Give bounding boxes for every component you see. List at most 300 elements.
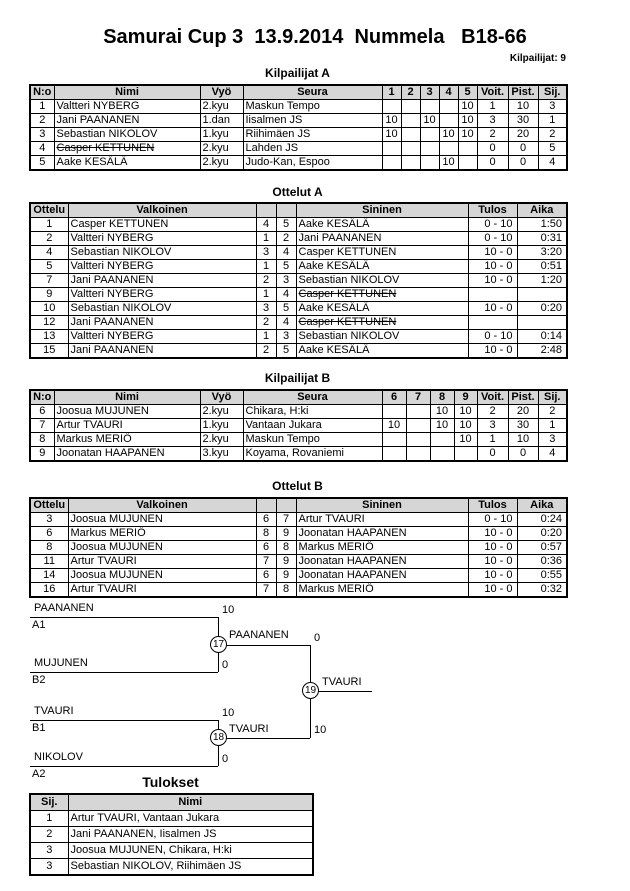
table-cell: 10 <box>30 302 68 316</box>
bracket-semi1-winner-name: PAANANEN <box>229 629 289 641</box>
table-cell: Sebastian NIKOLOV <box>68 302 256 316</box>
column-header: N:o <box>30 85 54 100</box>
table-cell: 9 <box>276 555 296 569</box>
table-cell: Riihimäen JS <box>243 128 382 142</box>
column-header: Sij. <box>538 85 567 100</box>
table-cell: 0 <box>477 142 508 156</box>
column-header: 1 <box>382 85 401 100</box>
table-cell: 2:48 <box>517 344 567 359</box>
table-cell: Valtteri NYBERG <box>68 330 256 344</box>
table-cell: 2 <box>477 128 508 142</box>
column-header <box>276 203 296 218</box>
table-cell: Joosua MUJUNEN <box>54 405 200 419</box>
bracket-seed-b1: B1 <box>32 722 46 734</box>
table-cell: 10 - 0 <box>468 555 517 569</box>
table-row <box>30 330 567 344</box>
table-cell: 14 <box>30 569 68 583</box>
table-cell: 3 <box>276 330 296 344</box>
table-cell: 10 <box>420 114 439 128</box>
table-cell: 4 <box>276 288 296 302</box>
table-cell: Iisalmen JS <box>243 114 382 128</box>
header-row <box>30 498 567 513</box>
table-cell <box>439 114 458 128</box>
table-cell: 1 <box>30 100 54 114</box>
table-cell: 20 <box>508 405 538 419</box>
table-cell: 9 <box>276 527 296 541</box>
table-cell <box>382 447 406 462</box>
table-cell: 2 <box>538 405 567 419</box>
table-cell: Jani PAANANEN <box>296 232 468 246</box>
table-cell: 1:20 <box>517 274 567 288</box>
table-row <box>30 302 567 316</box>
table-cell: 0:31 <box>517 232 567 246</box>
table-cell: 10 - 0 <box>468 344 517 359</box>
table-cell: 5 <box>276 218 296 232</box>
table-row <box>30 555 567 569</box>
table-row <box>30 232 567 246</box>
competitor-count: Kilpailijat: 9 <box>509 53 566 64</box>
section-heading-ottelut-a: Ottelut A <box>272 185 323 199</box>
column-header <box>256 203 276 218</box>
table-cell <box>382 156 401 171</box>
table-cell: 1 <box>538 114 567 128</box>
bracket-semi2-winner-name: TVAURI <box>229 723 269 735</box>
table-cell: 0 - 10 <box>468 330 517 344</box>
table-row <box>30 569 567 583</box>
table-cell: 2 <box>30 114 54 128</box>
table-cell: 10 <box>382 114 401 128</box>
table-cell: 3 <box>477 419 508 433</box>
table-cell: Artur TVAURI <box>296 513 468 527</box>
table-row <box>30 513 567 527</box>
table-cell: 9 <box>276 569 296 583</box>
table-cell: Lahden JS <box>243 142 382 156</box>
table-cell: 10 <box>430 419 454 433</box>
table-cell: 5 <box>276 344 296 359</box>
table-cell: 7 <box>256 583 276 598</box>
table-cell: 3 <box>538 100 567 114</box>
table-cell: 0:51 <box>517 260 567 274</box>
table-cell: 6 <box>256 513 276 527</box>
bracket-seed-b2: B2 <box>32 674 46 686</box>
table-cell: 1 <box>538 419 567 433</box>
table-cell: 0:24 <box>517 513 567 527</box>
table-cell: Sebastian NIKOLOV <box>54 128 200 142</box>
column-header: 5 <box>458 85 477 100</box>
column-header: Valkoinen <box>68 498 256 513</box>
column-header: 7 <box>406 390 430 405</box>
header-row <box>30 390 567 405</box>
table-cell: 7 <box>30 274 68 288</box>
header-row <box>30 794 313 811</box>
table-cell: 10 <box>454 433 477 447</box>
table-cell: 1.kyu <box>200 419 243 433</box>
table-cell: 8 <box>276 541 296 555</box>
table-cell: 7 <box>30 419 54 433</box>
table-row <box>30 859 313 876</box>
table-cell: 1 <box>256 288 276 302</box>
bracket-match-19-circle: 19 <box>302 682 319 699</box>
table-cell <box>401 114 420 128</box>
table-row <box>30 811 313 827</box>
table-cell <box>458 156 477 171</box>
table-cell: 10 - 0 <box>468 541 517 555</box>
column-header: Aika <box>517 498 567 513</box>
table-cell: Sebastian NIKOLOV <box>296 274 468 288</box>
table-row <box>30 218 567 232</box>
table-cell: 10 - 0 <box>468 527 517 541</box>
table-cell: 1 <box>477 433 508 447</box>
table-row <box>30 246 567 260</box>
table-cell: Sebastian NIKOLOV <box>296 330 468 344</box>
bracket-match-18-circle: 18 <box>210 729 227 746</box>
table-cell: 6 <box>30 405 54 419</box>
table-cell: 10 - 0 <box>468 274 517 288</box>
table-cell: 2.kyu <box>200 433 243 447</box>
table-row <box>30 541 567 555</box>
table-cell: Aake KESÄLÄ <box>296 260 468 274</box>
table-cell: 10 <box>458 128 477 142</box>
table-row <box>30 419 567 433</box>
column-header: Sij. <box>30 794 68 811</box>
column-header: Ottelu <box>30 498 68 513</box>
bracket-line-b2 <box>30 672 218 673</box>
table-row <box>30 433 567 447</box>
table-cell: 0 - 10 <box>468 513 517 527</box>
table-cell: Casper KETTUNEN <box>54 142 200 156</box>
table-cell: 0:55 <box>517 569 567 583</box>
table-cell: Jani PAANANEN <box>68 344 256 359</box>
table-row <box>30 316 567 330</box>
bracket-semi2-bottom-name: NIKOLOV <box>34 751 83 763</box>
table-cell: 1 <box>30 218 68 232</box>
table-cell <box>420 128 439 142</box>
table-cell: Koyama, Rovaniemi <box>243 447 382 462</box>
table-cell <box>439 100 458 114</box>
table-cell: 3 <box>30 859 68 876</box>
table-cell: Artur TVAURI, Vantaan Jukara <box>68 811 313 827</box>
table-cell: 3 <box>30 128 54 142</box>
ottelut-b-table <box>29 497 568 598</box>
table-cell <box>517 288 567 302</box>
bracket-seed-a1: A1 <box>32 619 46 631</box>
table-cell: 0:32 <box>517 583 567 598</box>
table-cell: 10 <box>508 100 538 114</box>
table-cell: 13 <box>30 330 68 344</box>
table-cell: 9 <box>30 288 68 302</box>
table-cell: 4 <box>276 246 296 260</box>
table-cell: Valtteri NYBERG <box>68 232 256 246</box>
column-header: 9 <box>454 390 477 405</box>
table-cell: 0:20 <box>517 302 567 316</box>
table-cell: Valtteri NYBERG <box>54 100 200 114</box>
table-cell: 7 <box>256 555 276 569</box>
table-cell: 5 <box>30 260 68 274</box>
table-cell: 1 <box>256 260 276 274</box>
column-header: 4 <box>439 85 458 100</box>
column-header <box>256 498 276 513</box>
table-cell: 20 <box>508 128 538 142</box>
table-cell: 11 <box>30 555 68 569</box>
table-cell: Sebastian NIKOLOV, Riihimäen JS <box>68 859 313 876</box>
bracket-final-winner-name: TVAURI <box>322 676 362 688</box>
table-cell: Casper KETTUNEN <box>296 246 468 260</box>
bracket-semi2-bottom-score: 0 <box>222 753 229 765</box>
table-row <box>30 843 313 859</box>
table-cell: 5 <box>30 156 54 171</box>
table-cell: 3.kyu <box>200 447 243 462</box>
table-cell: 1.kyu <box>200 128 243 142</box>
tulokset-table <box>29 793 314 876</box>
table-cell <box>420 142 439 156</box>
table-cell: 3:20 <box>517 246 567 260</box>
table-cell: 2 <box>276 232 296 246</box>
table-cell: 5 <box>276 302 296 316</box>
table-cell: 10 <box>382 419 406 433</box>
table-cell <box>401 156 420 171</box>
table-cell: 7 <box>276 513 296 527</box>
table-cell: 3 <box>477 114 508 128</box>
table-cell: 2 <box>477 405 508 419</box>
table-cell: 2 <box>256 344 276 359</box>
kilpailijat-b-table <box>29 389 568 462</box>
table-cell <box>382 433 406 447</box>
table-row <box>30 827 313 843</box>
table-cell: Vantaan Jukara <box>243 419 382 433</box>
table-cell: Joosua MUJUNEN, Chikara, H:ki <box>68 843 313 859</box>
bracket-semi2-winner-line <box>218 738 310 739</box>
column-header: Valkoinen <box>68 203 256 218</box>
table-cell: Jani PAANANEN, Iisalmen JS <box>68 827 313 843</box>
table-cell <box>420 100 439 114</box>
table-row <box>30 405 567 419</box>
page-title: Samurai Cup 3 13.9.2014 Nummela B18-66 <box>103 26 527 48</box>
table-cell: 1 <box>256 232 276 246</box>
section-heading-ottelut-b: Ottelut B <box>272 479 323 493</box>
column-header: Vyö <box>200 85 243 100</box>
table-cell: 0 <box>508 156 538 171</box>
table-cell: 0 <box>477 447 508 462</box>
column-header: 3 <box>420 85 439 100</box>
bracket-line-a1 <box>30 617 218 618</box>
table-cell: 1.dan <box>200 114 243 128</box>
table-cell: Valtteri NYBERG <box>68 260 256 274</box>
column-header: Pist. <box>508 390 538 405</box>
table-cell: Sebastian NIKOLOV <box>68 246 256 260</box>
table-cell: Joonatan HAAPANEN <box>54 447 200 462</box>
table-cell: 10 <box>439 156 458 171</box>
table-cell: Joosua MUJUNEN <box>68 541 256 555</box>
table-cell: Valtteri NYBERG <box>68 288 256 302</box>
table-row <box>30 288 567 302</box>
table-cell: 8 <box>256 527 276 541</box>
table-cell: 8 <box>30 433 54 447</box>
table-cell: 3 <box>276 274 296 288</box>
table-cell: 4 <box>30 142 54 156</box>
table-cell: 5 <box>276 260 296 274</box>
table-cell: 30 <box>508 114 538 128</box>
table-cell: 9 <box>30 447 54 462</box>
column-header: Nimi <box>68 794 313 811</box>
table-cell: 4 <box>538 156 567 171</box>
header-row <box>30 85 567 100</box>
table-cell: Jani PAANANEN <box>68 316 256 330</box>
table-cell: Artur TVAURI <box>54 419 200 433</box>
column-header: Vyö <box>200 390 243 405</box>
column-header: Aika <box>517 203 567 218</box>
table-cell: 10 <box>430 405 454 419</box>
bracket-final-bottom-score: 10 <box>314 724 327 736</box>
table-cell: Joosua MUJUNEN <box>68 569 256 583</box>
table-cell: 10 <box>508 433 538 447</box>
table-cell: Artur TVAURI <box>68 555 256 569</box>
table-cell: 0:14 <box>517 330 567 344</box>
column-header: Voit. <box>477 390 508 405</box>
table-cell: Casper KETTUNEN <box>296 288 468 302</box>
table-cell: Chikara, H:ki <box>243 405 382 419</box>
table-cell: 2.kyu <box>200 142 243 156</box>
table-cell <box>401 100 420 114</box>
table-cell: 10 - 0 <box>468 302 517 316</box>
table-cell <box>382 100 401 114</box>
table-cell: 16 <box>30 583 68 598</box>
table-cell: 0 <box>477 156 508 171</box>
table-cell: 10 - 0 <box>468 260 517 274</box>
table-cell: 12 <box>30 316 68 330</box>
table-row <box>30 156 567 171</box>
table-cell: 0 <box>508 142 538 156</box>
table-cell <box>430 433 454 447</box>
table-row <box>30 447 567 462</box>
table-cell <box>406 447 430 462</box>
column-header: Sininen <box>296 203 468 218</box>
table-cell: Markus MERIÖ <box>296 541 468 555</box>
table-cell: 2.kyu <box>200 405 243 419</box>
table-cell: 2.kyu <box>200 156 243 171</box>
table-cell: 5 <box>538 142 567 156</box>
table-cell: 0 - 10 <box>468 232 517 246</box>
table-cell: 2.kyu <box>200 100 243 114</box>
column-header: Tulos <box>468 203 517 218</box>
column-header: 6 <box>382 390 406 405</box>
table-cell: 1 <box>30 811 68 827</box>
column-header: Ottelu <box>30 203 68 218</box>
table-cell: 3 <box>30 843 68 859</box>
table-cell: Aake KESÄLÄ <box>296 218 468 232</box>
table-cell: Casper KETTUNEN <box>68 218 256 232</box>
table-cell: Judo-Kan, Espoo <box>243 156 382 171</box>
table-cell: 2 <box>256 316 276 330</box>
table-cell <box>468 316 517 330</box>
table-row <box>30 114 567 128</box>
section-heading-kilpailijat-a: Kilpailijat A <box>265 66 330 80</box>
table-cell: 8 <box>30 541 68 555</box>
column-header: Nimi <box>54 390 200 405</box>
table-cell <box>406 433 430 447</box>
table-row <box>30 344 567 359</box>
table-cell <box>430 447 454 462</box>
table-cell: 10 <box>458 114 477 128</box>
table-row <box>30 274 567 288</box>
bracket-final-top-score: 0 <box>314 632 321 644</box>
column-header: Nimi <box>54 85 200 100</box>
table-cell <box>401 142 420 156</box>
table-cell: 10 <box>458 100 477 114</box>
table-cell: 0:36 <box>517 555 567 569</box>
column-header: Seura <box>243 390 382 405</box>
table-cell: 3 <box>256 302 276 316</box>
table-row <box>30 128 567 142</box>
bracket-semi1-top-score: 10 <box>222 604 235 616</box>
table-cell: 6 <box>256 541 276 555</box>
table-cell: 4 <box>538 447 567 462</box>
table-cell: 2 <box>538 128 567 142</box>
table-row <box>30 583 567 598</box>
table-row <box>30 100 567 114</box>
table-cell: 10 <box>454 419 477 433</box>
bracket-line-a2 <box>30 766 218 767</box>
table-cell: Aake KESÄLÄ <box>296 344 468 359</box>
bracket-line-b1 <box>30 720 218 721</box>
table-cell: 10 - 0 <box>468 246 517 260</box>
table-row <box>30 260 567 274</box>
table-cell: 6 <box>256 569 276 583</box>
table-cell: Aake KESÄLÄ <box>54 156 200 171</box>
table-cell: Maskun Tempo <box>243 100 382 114</box>
table-cell <box>406 419 430 433</box>
table-cell: Joosua MUJUNEN <box>68 513 256 527</box>
table-cell <box>406 405 430 419</box>
table-cell: Markus MERIÖ <box>296 583 468 598</box>
table-cell: 10 <box>382 128 401 142</box>
column-header: Pist. <box>508 85 538 100</box>
table-cell: Jani PAANANEN <box>68 274 256 288</box>
table-cell: 2 <box>256 274 276 288</box>
table-cell: 1 <box>256 330 276 344</box>
table-cell <box>458 142 477 156</box>
table-row <box>30 142 567 156</box>
table-cell: 2 <box>30 232 68 246</box>
table-cell: 10 <box>439 128 458 142</box>
table-cell: 0:57 <box>517 541 567 555</box>
table-cell: 1:50 <box>517 218 567 232</box>
section-heading-tulokset: Tulokset <box>142 774 199 790</box>
column-header <box>276 498 296 513</box>
bracket-semi1-winner-line <box>218 645 310 646</box>
bracket-final-winner-line <box>310 691 372 692</box>
table-cell: Jani PAANANEN <box>54 114 200 128</box>
column-header: Voit. <box>477 85 508 100</box>
table-cell <box>420 156 439 171</box>
section-heading-kilpailijat-b: Kilpailijat B <box>264 371 331 385</box>
table-cell <box>468 288 517 302</box>
bracket-semi1-bottom-score: 0 <box>222 659 229 671</box>
table-cell: 10 <box>454 405 477 419</box>
ottelut-a-table <box>29 202 568 359</box>
table-cell: 10 - 0 <box>468 583 517 598</box>
table-cell: 3 <box>256 246 276 260</box>
table-cell: Artur TVAURI <box>68 583 256 598</box>
table-cell: 8 <box>276 583 296 598</box>
column-header: Seura <box>243 85 382 100</box>
bracket-semi1-bottom-name: MUJUNEN <box>34 657 88 669</box>
table-cell: Joonatan HAAPANEN <box>296 527 468 541</box>
table-cell: Markus MERIÖ <box>68 527 256 541</box>
table-cell: 10 - 0 <box>468 569 517 583</box>
table-cell: Casper KETTUNEN <box>296 316 468 330</box>
table-cell: 6 <box>30 527 68 541</box>
table-cell: 0 <box>508 447 538 462</box>
